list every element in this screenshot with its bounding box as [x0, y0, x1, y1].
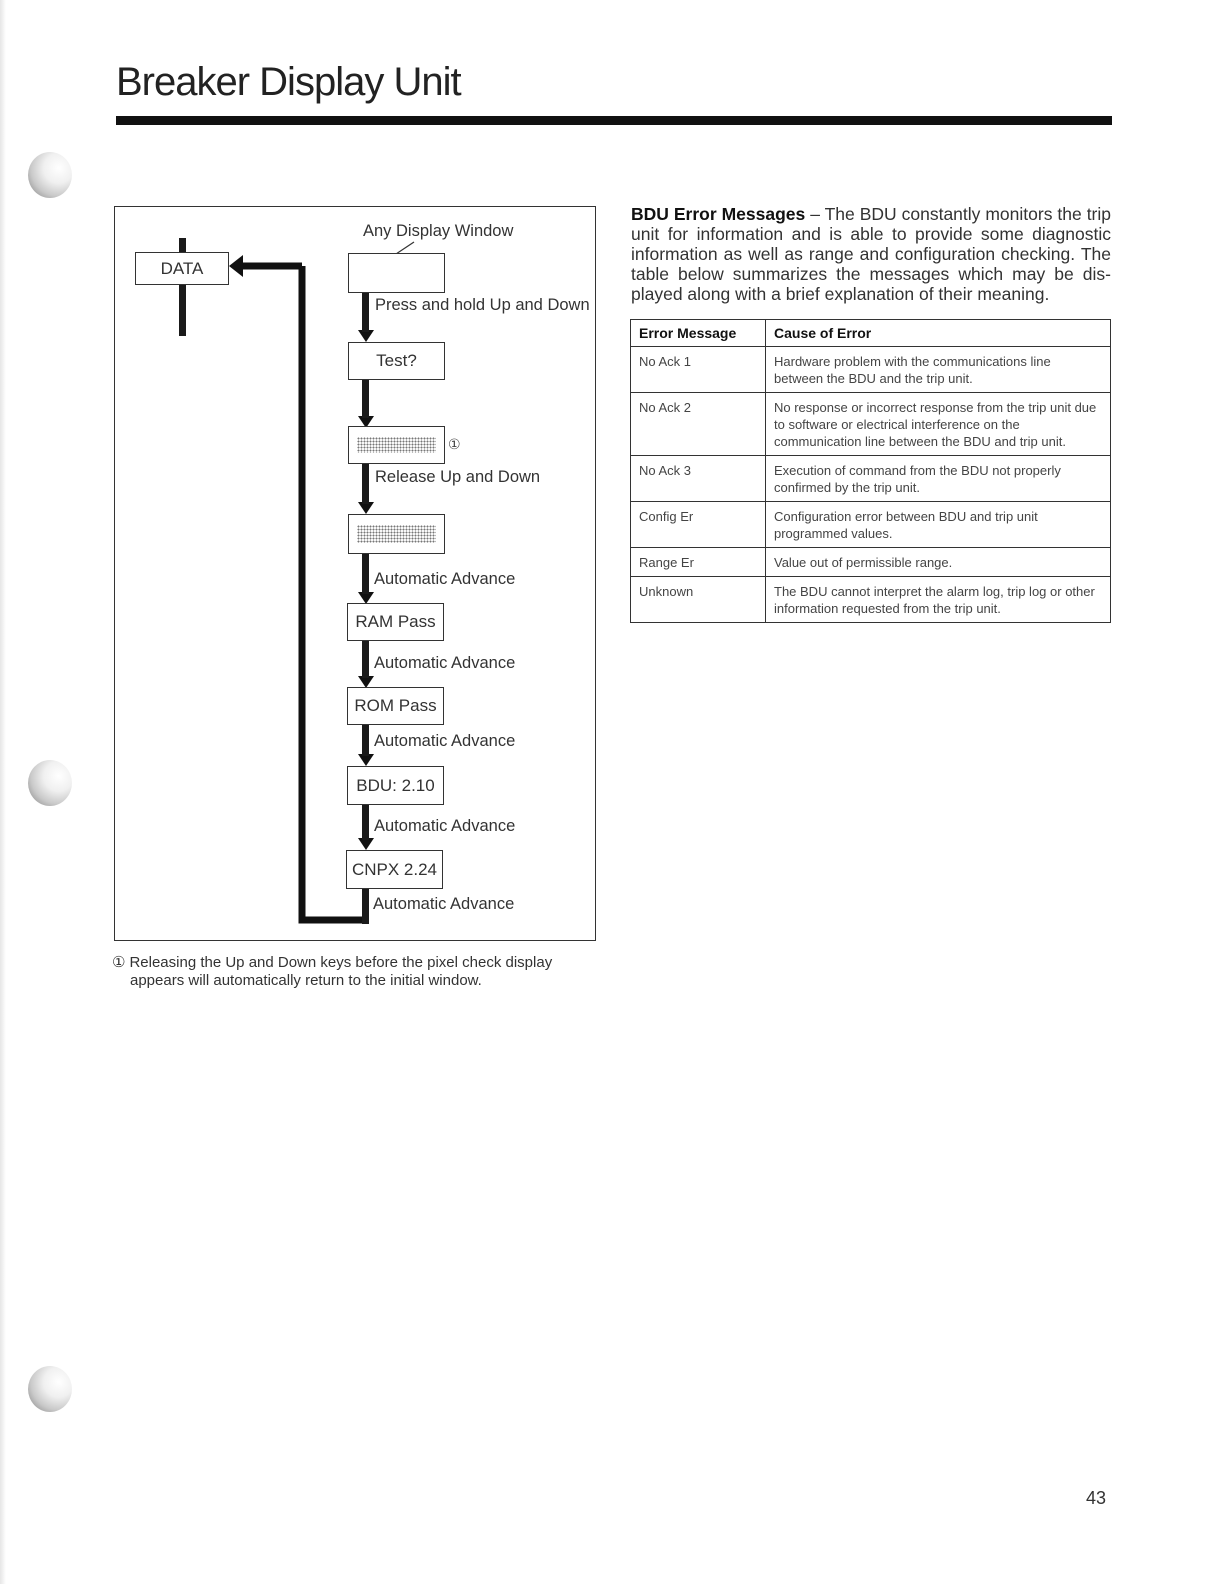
return-arrow-head — [229, 255, 243, 277]
pixel-pattern-1 — [357, 437, 436, 453]
error-code-cell: No Ack 1 — [631, 347, 766, 393]
error-code-cell: Unknown — [631, 577, 766, 623]
footnote-reference-marker: ① — [448, 436, 461, 452]
table-row — [631, 577, 1111, 623]
table-row — [631, 393, 1111, 456]
bdu-version-label: BDU: 2.10 — [356, 775, 435, 795]
page-title: Breaker Display Unit — [116, 60, 461, 104]
table-row — [631, 347, 1111, 393]
flow-bar-5 — [362, 640, 369, 678]
table-header-row — [631, 320, 1111, 347]
table-row — [631, 456, 1111, 502]
error-table — [630, 319, 1111, 623]
step-label-auto-advance-5: Automatic Advance — [373, 895, 515, 913]
table-row — [631, 548, 1111, 577]
ram-pass-label: RAM Pass — [355, 612, 436, 631]
flow-bar-6 — [362, 724, 369, 756]
table-row — [631, 502, 1111, 548]
intro-text: The BDU constantly monitors the trip unit for information and is able to provide some diagnostic information as well as range and configuration checking. The table below summarizes the messages which may be dis-played along with a brief explanation of their meaning. — [631, 204, 1111, 304]
heading-dash: – — [805, 204, 825, 224]
cnpx-version-box — [346, 850, 443, 889]
error-cause-cell: Configuration error between BDU and trip unit programmed values. — [766, 502, 1111, 548]
flow-bar-7 — [362, 804, 369, 840]
flow-bar-4 — [362, 553, 369, 594]
flowchart-footnote — [112, 954, 594, 990]
pixel-pattern-2 — [357, 525, 436, 543]
test-box — [348, 342, 445, 380]
step-label-auto-advance-3: Automatic Advance — [374, 732, 516, 750]
error-cause-cell: Execution of command from the BDU not properly confirmed by the trip unit. — [766, 456, 1111, 502]
step-label-release: Release Up and Down — [375, 468, 541, 486]
error-messages-heading: BDU Error Messages — [631, 204, 806, 224]
error-code-cell: No Ack 2 — [631, 393, 766, 456]
footnote-line-2: appears will automatically return to the initial window. — [130, 972, 482, 989]
flow-bar-8 — [362, 888, 369, 924]
error-cause-cell: The BDU cannot interpret the alarm log, trip log or other information requested from the trip unit. — [766, 577, 1111, 623]
pixel-check-box-1 — [348, 426, 445, 464]
page-number: 43 — [1086, 1488, 1107, 1508]
bdu-version-box — [347, 766, 444, 805]
cnpx-version-label: CNPX 2.24 — [351, 859, 438, 879]
header-error-message: Error Message — [631, 320, 766, 347]
error-code-cell: Range Er — [631, 548, 766, 577]
footnote-marker: ① — [112, 954, 126, 971]
display-window-box — [348, 253, 445, 293]
flow-bar-3 — [362, 463, 369, 504]
flow-bar-2 — [362, 379, 369, 418]
error-cause-cell: Value out of permissible range. — [766, 548, 1111, 577]
header-cause-of-error: Cause of Error — [766, 320, 1111, 347]
error-code-cell: Config Er — [631, 502, 766, 548]
any-display-window-label: Any Display Window — [363, 222, 514, 240]
step-label-auto-advance-4: Automatic Advance — [374, 817, 516, 835]
rom-pass-box — [347, 687, 444, 725]
error-cause-cell: Hardware problem with the communications line between the BDU and the trip unit. — [766, 347, 1111, 393]
pixel-check-box-2 — [348, 514, 445, 554]
footnote-line-1: Releasing the Up and Down keys before the pixel check display — [129, 954, 553, 971]
test-box-label: Test? — [376, 351, 417, 370]
error-cause-cell: No response or incorrect response from the trip unit due to software or electrical interference on the communication line between the BDU and trip unit. — [766, 393, 1111, 456]
ram-pass-box — [347, 603, 444, 641]
error-messages-intro — [631, 204, 1111, 304]
error-code-cell: No Ack 3 — [631, 456, 766, 502]
data-key-label: DATA — [160, 258, 204, 278]
rom-pass-label: ROM Pass — [354, 696, 437, 715]
step-label-auto-advance-2: Automatic Advance — [374, 654, 516, 672]
step-label-press-hold: Press and hold Up and Down — [375, 296, 590, 314]
flow-bar-1 — [362, 292, 369, 332]
step-label-auto-advance-1: Automatic Advance — [374, 570, 516, 588]
